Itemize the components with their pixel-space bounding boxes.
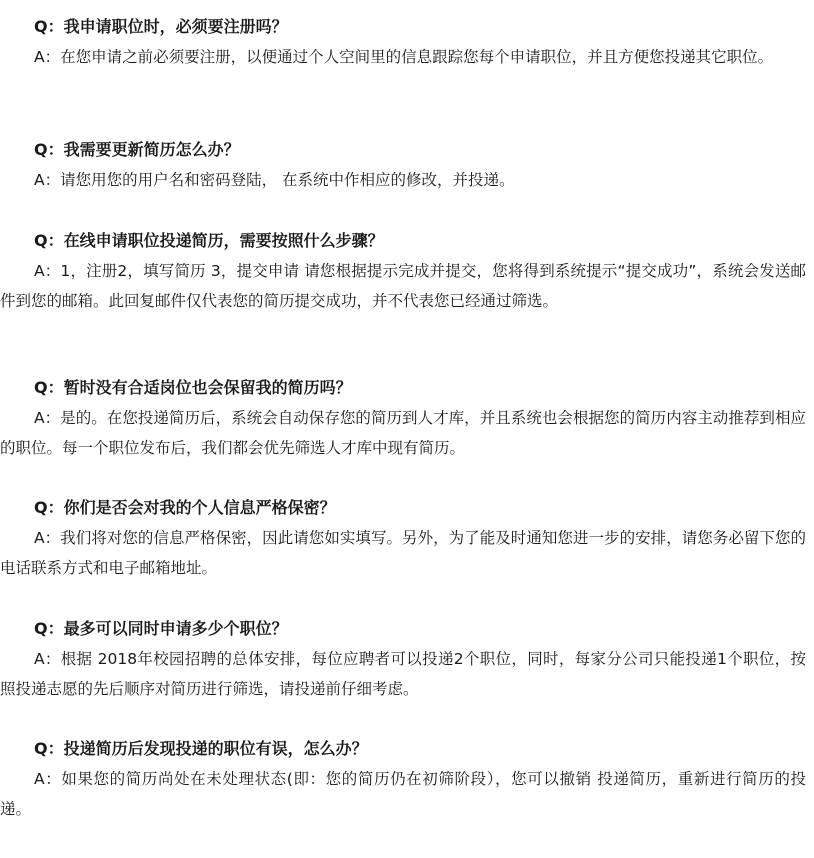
faq-answer: A：请您用您的用户名和密码登陆， 在系统中作相应的修改，并投递。 (34, 171, 515, 189)
faq-item-privacy (0, 493, 814, 583)
faq-question: Q：我需要更新简历怎么办？ (34, 140, 240, 159)
faq-answer: A：1，注册2，填写简历 3，提交申请 请您根据提示完成并提交，您将得到系统提示“提交成功”，系统会发送邮件到您的邮箱。此回复邮件仅代表您的简历提交成功，并不代表您已经通过筛选。 (0, 262, 806, 310)
faq-answer: A：是的。在您投递简历后，系统会自动保存您的简历到人才库，并且系统也会根据您的简历内容主动推荐到相应的职位。每一个职位发布后，我们都会优先筛选人才库中现有简历。 (0, 409, 806, 457)
faq-item-update-resume (0, 135, 814, 195)
faq-question: Q：你们是否会对我的个人信息严格保密？ (34, 498, 336, 517)
faq-question: Q：暂时没有合适岗位也会保留我的简历吗？ (34, 378, 352, 397)
faq-item-apply-steps (0, 226, 814, 316)
faq-item-max-positions (0, 614, 814, 704)
faq-item-wrong-position (0, 734, 814, 824)
faq-answer: A：根据 2018年校园招聘的总体安排，每位应聘者可以投递2个职位，同时，每家分公司只能投递1个职位，按照投递志愿的先后顺序对简历进行筛选，请投递前仔细考虑。 (0, 650, 806, 698)
faq-question: Q：在线申请职位投递简历，需要按照什么步骤？ (34, 231, 384, 250)
faq-question: Q：最多可以同时申请多少个职位？ (34, 619, 288, 638)
faq-question: Q：我申请职位时，必须要注册吗？ (34, 17, 288, 36)
faq-item-register (0, 12, 814, 72)
faq-question: Q：投递简历后发现投递的职位有误，怎么办？ (34, 739, 368, 758)
faq-answer: A：我们将对您的信息严格保密，因此请您如实填写。另外，为了能及时通知您进一步的安排，请您务必留下您的电话联系方式和电子邮箱地址。 (0, 529, 806, 577)
faq-answer: A：在您申请之前必须要注册，以便通过个人空间里的信息跟踪您每个申请职位，并且方便您投递其它职位。 (34, 48, 774, 66)
faq-item-keep-resume (0, 373, 814, 463)
faq-answer: A：如果您的简历尚处在未处理状态(即：您的简历仍在初筛阶段），您可以撤销 投递简历，重新进行简历的投递。 (0, 770, 806, 818)
